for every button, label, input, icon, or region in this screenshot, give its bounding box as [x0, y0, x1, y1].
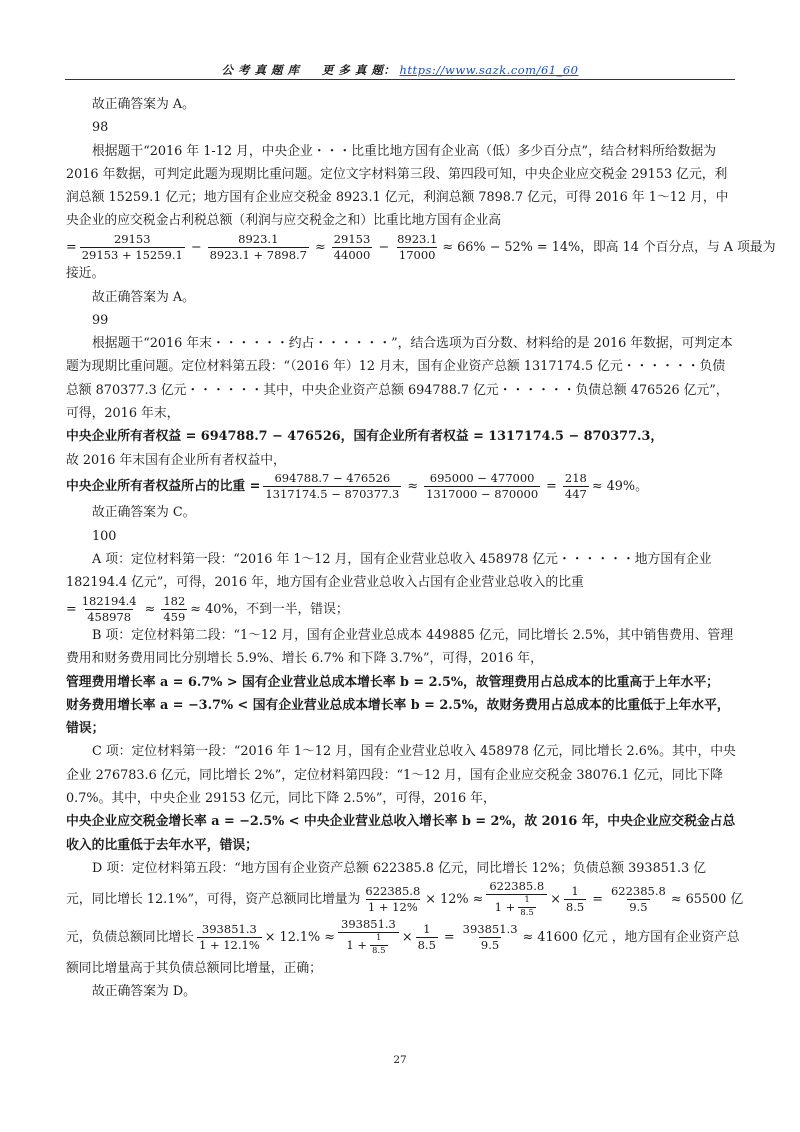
option-d-paragraph: D 项：定位材料第五段：“地方国有企业资产总额 622385.8 亿元，同比增长 12%；负债总额 393851.3 亿	[92, 860, 707, 876]
header-brand: 公 考 真 题 库	[221, 63, 300, 77]
fraction: $\frac{1}{8.5}$	[417, 921, 436, 952]
fraction: $\frac{8923.1}{17000}$	[397, 231, 438, 262]
formula-99: 中央企业所有者权益所占的比重 = $\frac{694788.7 - 476526}{1317174.5 - 870377.3}$ ≈ $\frac{695000 - 477000}{1317000 - 870000}$ = $\frac{218}{447}$ ≈ 49%。	[66, 470, 648, 502]
explanation-paragraph: 额同比增量高于其负债总额同比增量，正确；	[66, 960, 322, 976]
page-number: 27	[393, 1054, 407, 1066]
fraction: $\frac{393851.3}{9.5}$	[462, 921, 518, 952]
growth-comparison-line: 管理费用增长率 a = 6.7% > 国有企业营业总成本增长率 b = 2.5%，故管理费用占总成本的比重高于上年水平；	[66, 674, 719, 690]
fraction: $\frac{695000 - 477000}{1317000 - 870000}$	[426, 470, 539, 502]
explanation-paragraph: 根据题干“2016 年 1-12 月，中央企业・・・比重比地方国有企业高（低）多少百分点”，结合材料所给数据为 2016 年数据，可判定此题为现期比重问题。定位文字材料第三段、第四段可知，中央企业应交税金 29153 亿元，利润总额 15259.1 亿元；地方国有企业应交税金 8923.1 亿元，利润总额 7898.7 亿元，可得 2016 年 1～12 月，中央企业的应交税金占利税总额（利润与应交税金之和）比重比地方国有企业高	[66, 143, 729, 229]
header-rule	[65, 79, 735, 80]
option-c-paragraph: C 项：定位材料第一段：“2016 年 1～12 月，国有企业营业总收入 458978 亿元，同比增长 2.6%。其中，中央企业 276783.6 亿元，同比增长 2%”，定位材料第四段：“1～12 月，国有企业应交税金 38076.1 亿元，同比下降 0.7%。其中，中央企业 29153 亿元，同比下降 2.5%”，可得，2016 年，	[66, 744, 736, 807]
fraction: $\frac{1}{8.5}$	[520, 894, 534, 918]
fraction: $\frac{1}{8.5}$	[371, 933, 386, 956]
formula-option-d-assets: 元，同比增长 12.1%”，可得，资产总额同比增量为 $\frac{622385.8}{1 + 12\%}$ × 12% ≈ 622385.8 1 + $\frac{1}{8.5}$ × $\frac{1}{8.5}$ = $\frac{622385.8}{9.5}$ ≈ 65500 亿	[66, 879, 744, 918]
formula-option-a: = $\frac{182194.4}{458978}$ ≈ $\frac{182}{459}$ ≈ 40%，不到一半，错误；	[66, 593, 349, 624]
fraction: $\frac{8923.1}{8923.1 + 7898.7}$	[209, 231, 307, 262]
question-number: 100	[92, 528, 117, 544]
answer-line: 故正确答案为 A。	[92, 289, 195, 305]
fraction: $\frac{182}{459}$	[163, 593, 186, 624]
fraction: $\frac{622385.8}{9.5}$	[610, 883, 666, 914]
option-b-paragraph: B 项：定位材料第二段：“1～12 月，国有企业营业总成本 449885 亿元，同比增长 2.5%，其中销售费用、管理费用和财务费用同比分别增长 5.9%、增长 6.7% 和下降 3.7%”，可得，2016 年，	[66, 627, 734, 667]
question-number: 99	[92, 312, 109, 328]
formula-98: = $\frac{29153}{29153 + 15259.1}$ − $\frac{8923.1}{8923.1 + 7898.7}$ ≈ $\frac{29153}{44000}$ − $\frac{8923.1}{17000}$ ≈ 66% − 52% = 14%，即高 14 个百分点，与 A 项最为	[66, 231, 776, 262]
growth-comparison-line: 中央企业应交税金增长率 a = −2.5% < 中央企业营业总收入增长率 b = 2%，故 2016 年，中央企业应交税金占总收入的比重低于去年水平，错误；	[66, 814, 736, 853]
answer-line: 故正确答案为 D。	[92, 983, 196, 999]
fraction: $\frac{1}{8.5}$	[565, 883, 585, 914]
page-header	[0, 62, 800, 78]
fraction: $\frac{29153}{29153 + 15259.1}$	[81, 231, 183, 262]
fraction: $\frac{622385.8}{1 + 12\%}$	[365, 883, 421, 914]
header-more-label: 更 多 真 题：	[321, 63, 396, 77]
fraction: $\frac{393851.3}{1 + 12.1\%}$	[198, 921, 260, 952]
fraction: $\frac{694788.7 - 476526}{1317174.5 - 870377.3}$	[265, 470, 400, 502]
header-url-link[interactable]: https://www.sazk.com/61_60	[399, 63, 579, 77]
explanation-paragraph: 接近。	[66, 266, 105, 282]
fraction: 393851.3 1 + $\frac{1}{8.5}$	[338, 918, 399, 956]
question-number: 98	[92, 120, 109, 136]
fraction: $\frac{218}{447}$	[564, 470, 587, 502]
equity-formula-line: 中央企业所有者权益 = 694788.7 − 476526，国有企业所有者权益 = 1317174.5 − 870377.3，	[66, 429, 664, 445]
formula-option-d-liabilities: 元，负债总额同比增长 $\frac{393851.3}{1 + 12.1\%}$ × 12.1% ≈ 393851.3 1 + $\frac{1}{8.5}$ × $\frac{1}{8.5}$ = $\frac{393851.3}{9.5}$ ≈ 41600 亿元 ，地方国有企业资产总	[66, 917, 740, 956]
fraction: $\frac{182194.4}{458978}$	[81, 593, 137, 624]
growth-comparison-line: 财务费用增长率 a = −3.7% < 国有企业营业总成本增长率 b = 2.5%，故财务费用占总成本的比重低于上年水平，错误；	[66, 697, 730, 737]
answer-line: 故正确答案为 A。	[92, 97, 195, 112]
page-content	[66, 93, 776, 1003]
answer-line: 故正确答案为 C。	[92, 505, 196, 521]
explanation-paragraph: 故 2016 年末国有企业所有者权益中，	[66, 452, 286, 468]
explanation-paragraph: 根据题干“2016 年末・・・・・・约占・・・・・・”，结合选项为百分数、材料给的是 2016 年数据，可判定本题为现期比重问题。定位材料第五段：“（2016 年）12 月末，国有企业资产总额 1317174.5 亿元・・・・・・负债总额 870377.3 亿元・・・・・・其中，中央企业资产总额 694788.7 亿元・・・・・・负债总额 476526 亿元”，可得，2016 年末，	[66, 336, 733, 421]
option-a-paragraph: A 项：定位材料第一段：“2016 年 1～12 月，国有企业营业总收入 458978 亿元・・・・・・地方国有企业 182194.4 亿元”，可得，2016 年，地方国有企业营业总收入占国有企业营业总收入的比重	[66, 551, 712, 591]
fraction: 622385.8 1 + $\frac{1}{8.5}$	[486, 880, 547, 918]
fraction: $\frac{29153}{44000}$	[333, 231, 371, 262]
